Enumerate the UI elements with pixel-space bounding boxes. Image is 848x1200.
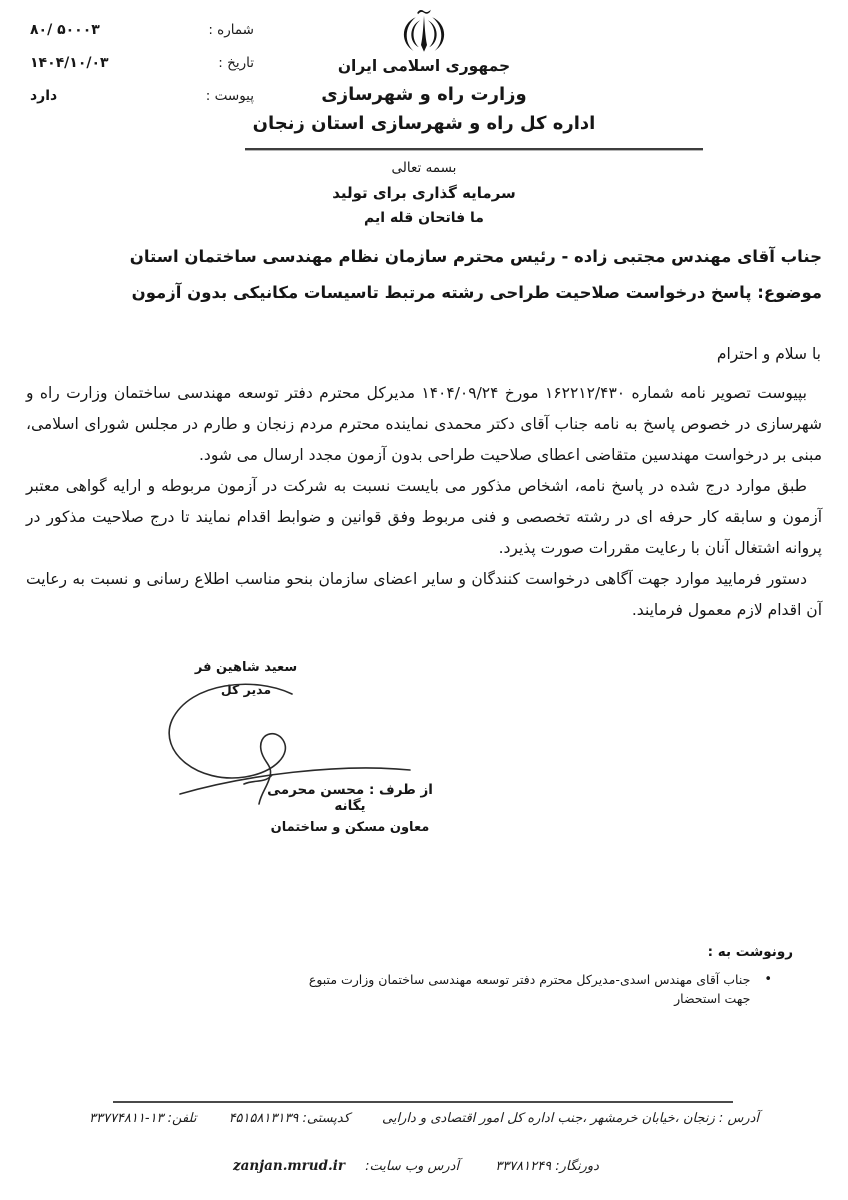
footer-address-line [70, 1111, 778, 1126]
footer-contact-line [70, 1158, 778, 1174]
footer-website-url: zanjan.mrud.ir [233, 1158, 345, 1174]
letter-body [26, 378, 822, 626]
date-label: تاریخ : [218, 55, 254, 71]
number-label: شماره : [208, 22, 254, 38]
iran-emblem-icon [0, 6, 848, 58]
org-department: اداره کل راه و شهرسازی استان زنجان [252, 113, 596, 134]
signer-name: سعید شاهین فر [194, 660, 298, 675]
date-value: ۱۴۰۴/۱۰/۰۳ [30, 55, 109, 71]
footer-website-label: آدرس وب سایت: [365, 1159, 460, 1174]
besmele-line: بسمه تعالی [391, 160, 457, 176]
footer-fax: دورنگار: ۳۳۷۸۱۲۴۹ [495, 1159, 599, 1174]
number-value: ۵۰۰۰۳ /۸۰ [30, 22, 100, 38]
subject-line: موضوع: پاسخ درخواست صلاحیت طراحی رشته مرتبط تاسیسات مکانیکی بدون آزمون [131, 283, 822, 302]
deputy-title: معاون مسکن و ساختمان [270, 820, 430, 835]
attachment-label: پیوست : [205, 88, 254, 104]
footer-phone: تلفن: ۱۳-۳۳۷۷۴۸۱۱ [89, 1111, 197, 1126]
cc-item-text: جناب آقای مهندس اسدی-مدیرکل محترم دفتر توسعه مهندسی ساختمان وزارت متبوع جهت استحضار [308, 972, 751, 1006]
salutation-line: با سلام و احترام [716, 345, 821, 363]
footer-postal-code: کدپستی: ۴۵۱۵۸۱۳۱۳۹ [228, 1111, 350, 1126]
body-paragraph-2: طبق موارد درج شده در پاسخ نامه، اشخاص مذکور می بایست نسبت به شرکت در آزمون مربوطه و ارایه گواهی معتبر آزمون و سابقه کار حرفه ای در رشته تخصصی و فنی مربوط وفق قوانین و ضوابط اقدام نمایند تا درج صلاحیت مذکور در پروانه اشتغال آنان با رعایت مقررات صورت پذیرد. [26, 477, 822, 557]
footer-divider [113, 1101, 733, 1103]
org-ministry: وزارت راه و شهرسازی [321, 84, 527, 105]
signer-title: مدیر کل [220, 682, 272, 697]
body-paragraph-3: دستور فرمایید موارد جهت آگاهی درخواست کنندگان و سایر اعضای سازمان بنحو مناسب اطلاع رسانی و نسبت به رعایت آن اقدام لازم معمول فرمایند. [26, 570, 822, 619]
slogan-line-1: سرمایه گذاری برای تولید [332, 184, 516, 202]
header-divider [245, 148, 703, 151]
on-behalf-block [265, 782, 435, 835]
cc-list-item [292, 970, 772, 1008]
cc-label: رونوشت به : [707, 944, 793, 960]
body-paragraph-1: بپیوست تصویر نامه شماره ۱۶۲۲۱۲/۴۳۰ مورخ ۱۴۰۴/۰۹/۲۴ مدیرکل محترم دفتر توسعه مهندسی ساختمان وزارت راه و شهرسازی در خصوص پاسخ به نامه جناب آقای دکتر محمدی نماینده محترم مردم زنجان و طارم در مجلس شورای اسلامی، مبنی بر درخواست مهندسین متقاضی اعطای صلاحیت طراحی بدون آزمون مجدد ارسال می شود. [26, 384, 822, 464]
org-country: جمهوری اسلامی ایران [337, 57, 511, 75]
footer-address: آدرس : زنجان ،خیابان خرمشهر ،جنب اداره کل امور اقتصادی و دارایی [382, 1111, 759, 1126]
slogan-line-2: ما فاتحان قله ایم [364, 210, 484, 226]
on-behalf-name: از طرف : محسن محرمی یگانه [267, 782, 433, 814]
bullet-icon: • [764, 972, 772, 987]
recipient-line: جناب آقای مهندس مجتبی زاده - رئیس محترم سازمان نظام مهندسی ساختمان استان [129, 247, 822, 266]
attachment-value: دارد [30, 88, 58, 104]
